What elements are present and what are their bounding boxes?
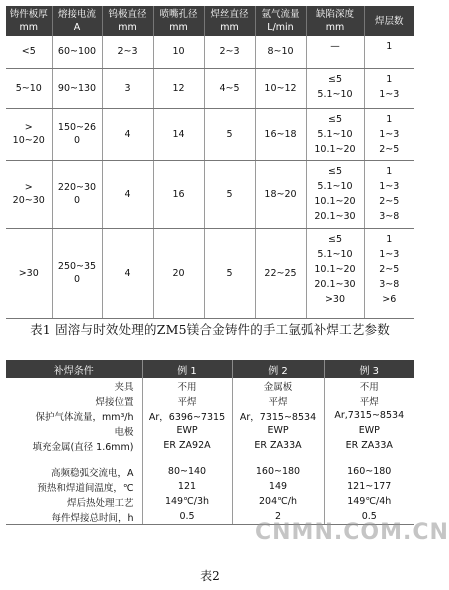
layers-line: 1~3 (379, 248, 400, 260)
current-line: 220~30 (57, 182, 97, 193)
condition-cell: 保护气体流量，mm³/h (6, 408, 142, 423)
condition-cell: 每件焊接总时间，h (6, 509, 142, 525)
depth-cell (306, 68, 364, 108)
thickness-line: 20~30 (12, 195, 45, 206)
table-row (6, 160, 414, 228)
argon-cell: 10~12 (255, 68, 306, 108)
weld-repair-examples-table (6, 360, 414, 525)
value-cell: Ar，6396~7315 (142, 408, 232, 423)
value-cell (142, 453, 232, 464)
depth-line: 10.1~20 (314, 195, 356, 207)
depth-line: ≤5 (327, 113, 342, 125)
argon-cell: 18~20 (255, 160, 306, 228)
thickness-cell (6, 160, 52, 228)
layers-line: 2~5 (379, 195, 400, 207)
value-cell: 0.5 (324, 509, 414, 525)
thickness-line: >30 (18, 267, 39, 279)
thickness-line: > (24, 122, 33, 133)
layers-line: 3~8 (379, 210, 400, 222)
condition-cell: 高频稳弧交流电，A (6, 464, 142, 479)
layers-line: >6 (382, 293, 397, 305)
table-row (6, 464, 414, 479)
thickness-cell (6, 36, 52, 68)
site-watermark: CNMN.COM.CN (255, 520, 449, 545)
layers-cell (364, 108, 414, 160)
layers-line: 1 (386, 73, 393, 85)
column-header: 焊层数 (364, 6, 414, 36)
value-cell: 149 (232, 479, 324, 494)
column-header: 熔接电流 A (52, 6, 102, 36)
condition-cell: 填充金属(直径 1.6mm) (6, 438, 142, 453)
table2-caption: 表2 (200, 569, 220, 583)
condition-cell: 电极 (6, 423, 142, 438)
layers-line: 1 (386, 165, 393, 177)
wire-cell: 5 (204, 108, 255, 160)
depth-line: 5.1~10 (317, 128, 353, 140)
current-cell (52, 228, 102, 318)
condition-cell (6, 453, 142, 464)
current-cell (52, 36, 102, 68)
nozzle-cell: 16 (153, 160, 204, 228)
tungsten-cell: 4 (102, 108, 153, 160)
table1-caption: 表1 固溶与时效处理的ZM5镁合金铸件的手工氩弧补焊工艺参数 (30, 322, 390, 337)
table-row (6, 108, 414, 160)
column-header: 例 2 (232, 360, 324, 378)
argon-cell: 22~25 (255, 228, 306, 318)
value-cell: 金属板 (232, 378, 324, 393)
depth-line: >30 (324, 293, 346, 305)
current-cell (52, 108, 102, 160)
depth-cell (306, 108, 364, 160)
column-header: 喷嘴孔径 mm (153, 6, 204, 36)
current-line: 150~26 (57, 122, 97, 133)
value-cell: 80~140 (142, 464, 232, 479)
current-line: 0 (73, 274, 81, 285)
depth-cell (306, 160, 364, 228)
value-cell: 149℃/4h (347, 496, 392, 507)
nozzle-cell: 12 (153, 68, 204, 108)
layers-line: 3~8 (379, 278, 400, 290)
condition-cell: 夹具 (6, 378, 142, 393)
column-header: 缺陷深度 mm (306, 6, 364, 36)
layers-line: 2~5 (379, 263, 400, 275)
thickness-line: > (24, 182, 33, 193)
tungsten-cell: 2~3 (102, 36, 153, 68)
value-cell: 平焊 (232, 393, 324, 408)
depth-line: 5.1~10 (317, 180, 353, 192)
argon-cell: 16~18 (255, 108, 306, 160)
value-cell: 160~180 (347, 466, 392, 477)
thickness-cell (6, 228, 52, 318)
argon-cell: 8~10 (255, 36, 306, 68)
value-cell: 121 (142, 479, 232, 494)
value-cell: 不用 (359, 381, 379, 393)
thickness-line: <5 (21, 46, 36, 58)
value-cell: 平焊 (359, 396, 379, 408)
depth-line: 5.1~10 (317, 248, 353, 260)
value-cell: 204℃/h (232, 494, 324, 509)
table-row (6, 68, 414, 108)
column-header: 例 1 (142, 360, 232, 378)
column-header: 补焊条件 (6, 360, 142, 378)
column-header: 例 3 (324, 360, 414, 378)
current-line: 250~35 (57, 261, 97, 272)
depth-cell (306, 36, 364, 68)
layers-line: 1~3 (379, 88, 400, 100)
value-cell: ER ZA33A (232, 438, 324, 453)
current-line: 0 (73, 195, 81, 206)
table-row (6, 494, 414, 509)
value-cell: 不用 (142, 378, 232, 393)
current-cell (52, 68, 102, 108)
value-cell (232, 453, 324, 464)
table-row (6, 479, 414, 494)
table-row (6, 228, 414, 318)
thickness-cell (6, 68, 52, 108)
tungsten-cell: 3 (102, 68, 153, 108)
table-row (6, 393, 414, 408)
value-cell: 0.5 (142, 509, 232, 525)
value-cell: EWP (358, 425, 380, 436)
column-header: 氩气流量 L/min (255, 6, 306, 36)
layers-line: 1~3 (379, 128, 400, 140)
condition-cell: 焊后热处理工艺 (6, 494, 142, 509)
layers-cell (364, 68, 414, 108)
depth-line: 10.1~20 (314, 143, 356, 155)
column-header: 铸件板厚 mm (6, 6, 52, 36)
thickness-cell (6, 108, 52, 160)
value-cell: 平焊 (142, 393, 232, 408)
value-cell: Ar,7315~8534 (334, 410, 405, 421)
layers-line: 1~3 (379, 180, 400, 192)
wire-cell: 2~3 (204, 36, 255, 68)
table-row (6, 408, 414, 423)
table-row (6, 438, 414, 453)
table-row (6, 453, 414, 464)
column-header: 钨极直径 mm (102, 6, 153, 36)
value-cell: ER ZA33A (345, 440, 393, 451)
value-cell: Ar，7315~8534 (232, 408, 324, 423)
depth-line: — (330, 41, 340, 52)
layers-line: 2~5 (379, 143, 400, 155)
value-cell: ER ZA92A (142, 438, 232, 453)
tungsten-cell: 4 (102, 160, 153, 228)
current-line: 90~130 (57, 82, 97, 94)
condition-cell: 预热和焊道间温度，℃ (6, 479, 142, 494)
nozzle-cell: 14 (153, 108, 204, 160)
nozzle-cell: 10 (153, 36, 204, 68)
nozzle-cell: 20 (153, 228, 204, 318)
wire-cell: 5 (204, 228, 255, 318)
value-cell (324, 453, 414, 464)
layers-line: 1 (386, 41, 393, 52)
depth-line: ≤5 (327, 165, 342, 177)
wire-cell: 5 (204, 160, 255, 228)
current-line: 60~100 (57, 46, 97, 58)
value-cell: 121~177 (347, 481, 392, 492)
value-cell: EWP (142, 423, 232, 438)
thickness-line: 5~10 (15, 82, 42, 94)
layers-cell (364, 228, 414, 318)
thickness-line: 10~20 (12, 135, 45, 146)
value-cell: EWP (232, 423, 324, 438)
layers-line: 1 (386, 233, 393, 245)
layers-cell (364, 36, 414, 68)
welding-params-table (6, 6, 414, 319)
depth-line: 20.1~30 (314, 210, 356, 222)
depth-line: 5.1~10 (317, 88, 353, 100)
value-cell: 160~180 (232, 464, 324, 479)
depth-line: 20.1~30 (314, 278, 356, 290)
condition-cell: 焊接位置 (6, 393, 142, 408)
value-cell: 149℃/3h (142, 494, 232, 509)
layers-line: 1 (386, 113, 393, 125)
depth-line: 10.1~20 (314, 263, 356, 275)
current-line: 0 (73, 135, 81, 146)
table-row (6, 378, 414, 393)
tungsten-cell: 4 (102, 228, 153, 318)
depth-line: ≤5 (327, 233, 342, 245)
column-header: 焊丝直径 mm (204, 6, 255, 36)
table-row (6, 423, 414, 438)
layers-cell (364, 160, 414, 228)
table-row (6, 36, 414, 68)
current-cell (52, 160, 102, 228)
depth-line: ≤5 (327, 73, 342, 85)
wire-cell: 4~5 (204, 68, 255, 108)
value-cell: 2 (232, 509, 324, 525)
depth-cell (306, 228, 364, 318)
